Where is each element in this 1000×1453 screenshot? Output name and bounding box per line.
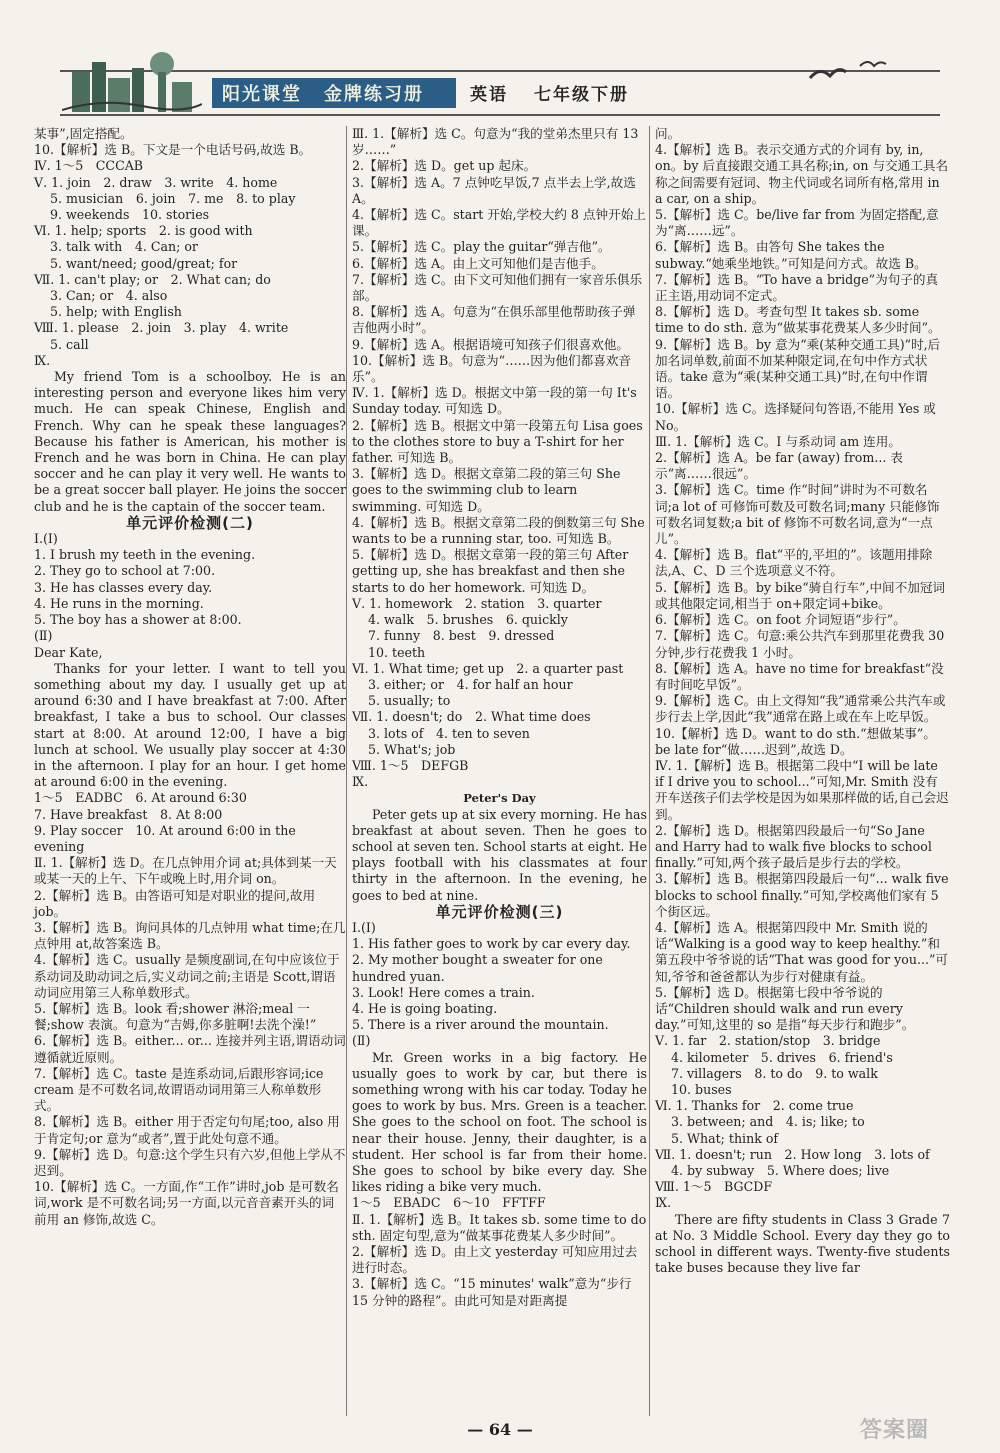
answer-line: 8.【解析】选 D。考查句型 It takes sb. some time to do sth. 意为“做某事花费某人多少时间”。 bbox=[655, 304, 941, 336]
answer-line: Ⅳ. 1.【解析】选 D。根据文中第一段的第一句 It's Sunday today. 可知选 D。 bbox=[352, 385, 637, 417]
answer-line: Ⅵ. 1. help; sports 2. is good with bbox=[34, 223, 253, 239]
answer-line: Thanks for your letter. I want to tell you something about my day. I usually get up at around 6:30 and I have breakfast at 7:00. After breakfast, I take a bus to school. Our classes start at 8:00. At around 12:00, I have a big lunch at school. We usually play soccer at 4:30 in the afternoon. I play for an hour. I get home at around 6:00 in the evening. bbox=[34, 660, 346, 790]
answer-column-1 bbox=[34, 126, 346, 1228]
answer-line: 5. musician 6. join 7. me 8. to play bbox=[50, 190, 296, 206]
answer-line: 4.【解析】选 B。flat“平的,平坦的”。该题用排除法,A、C、D 三个选项意义不符。 bbox=[655, 547, 933, 579]
answer-line: 10. buses bbox=[671, 1081, 732, 1097]
answer-line: Ⅷ. 1. please 2. join 3. play 4. write bbox=[34, 320, 289, 336]
answer-line: 5. want/need; good/great; for bbox=[50, 255, 238, 271]
answer-line: 5.【解析】选 C。be/live far from 为固定搭配,意为“离……远”。 bbox=[655, 207, 939, 239]
answer-line: 2.【解析】选 A。be far (away) from... 表示“离……很远”。 bbox=[655, 450, 903, 482]
answer-line: 9.【解析】选 B。by 意为“乘(某种交通工具)”时,后加名词单数,前面不加某种限定词,在句中作方式状语。take 意为“乘(某种交通工具)”时,在句中作谓语。 bbox=[655, 336, 941, 401]
answer-line: 9. weekends 10. stories bbox=[50, 207, 210, 223]
answer-line: 6.【解析】选 B。由答句 She takes the subway.“她乘坐地铁。”可知是问方式。故选 B。 bbox=[655, 239, 927, 271]
answer-line: 4.【解析】选 C。start 开始,学校大约 8 点钟开始上课。 bbox=[352, 207, 646, 239]
page-number: — 64 — bbox=[467, 1420, 533, 1439]
answer-line: 4. He runs in the morning. bbox=[34, 595, 204, 611]
column-divider bbox=[346, 126, 347, 1416]
answer-line: 5. What's; job bbox=[368, 741, 456, 757]
answer-line: 4. He is going boating. bbox=[352, 1000, 498, 1016]
answer-line: 1～5 EBADC 6～10 FFTFF bbox=[352, 1195, 546, 1211]
answer-line: Dear Kate, bbox=[34, 644, 103, 660]
answer-line: Ⅷ. 1～5 DEFGB bbox=[352, 757, 469, 773]
answer-line: 10.【解析】选 C。一方面,作“工作”讲时,job 是可数名词,work 是不可数名词;另一方面,以元音音素开头的词前用 an 修饰,故选 C。 bbox=[34, 1179, 339, 1227]
answer-line: 8.【解析】选 A。have no time for breakfast“没有时间吃早饭”。 bbox=[655, 660, 944, 692]
answer-line: Ⅰ.(Ⅰ) bbox=[34, 531, 58, 547]
answer-line: 5. The boy has a shower at 8:00. bbox=[34, 612, 242, 628]
header-subject bbox=[470, 80, 655, 105]
answer-line: 3. Look! Here comes a train. bbox=[352, 984, 535, 1000]
answer-line: 4. walk 5. brushes 6. quickly bbox=[368, 612, 568, 628]
answer-line: 9.【解析】选 C。由上文得知“我”通常乘公共汽车或步行去上学,因此“我”通常在路上或在车上吃早饭。 bbox=[655, 693, 946, 725]
answer-line: 2.【解析】选 D。由上文 yesterday 可知应用过去进行时态。 bbox=[352, 1244, 638, 1276]
answer-line: 5.【解析】选 D。根据第七段中爷爷说的话“Children should walk and run every day.”可知,这里的 so 是指“每天步行和跑步”。 bbox=[655, 984, 915, 1033]
answer-line: Ⅳ. 1～5 CCCAB bbox=[34, 158, 144, 174]
answer-line: 10.【解析】选 D。want to do sth.“想做某事”。be late for“做……迟到”,故选 D。 bbox=[655, 725, 936, 757]
section-heading: 单元评价检测(二) bbox=[126, 513, 254, 532]
answer-line: 4.【解析】选 B。表示交通方式的介词有 by, in, on。by 后直接跟交通工具名称;in, on 与交通工具名称之间需要有冠词、物主代词或名词所有格,常用 in a car, on a ship。 bbox=[655, 142, 949, 206]
answer-line: 4.【解析】选 A。根据第四段中 Mr. Smith 说的话“Walking is a good way to keep healthy.”和第五段中爷爷说的话“That was good for you...”可知,爷爷和爸爸都认为步行对健康有益。 bbox=[655, 919, 949, 984]
answer-line: Ⅷ. 1～5 BGCDF bbox=[655, 1179, 773, 1195]
answer-line: 5. call bbox=[50, 336, 89, 352]
answer-line: 问。 bbox=[655, 126, 681, 141]
answer-line: 2.【解析】选 D。get up 起床。 bbox=[352, 158, 537, 174]
answer-line: There are fifty students in Class 3 Grade 7 at No. 3 Middle School. Every day they go to school in different ways. Twenty-five students take buses because they live far bbox=[655, 1211, 950, 1276]
answer-line: 10.【解析】选 C。选择疑问句答语,不能用 Yes 或 No。 bbox=[655, 401, 936, 433]
answer-line: 7.【解析】选 C。句意:乘公共汽车到那里花费我 30 分钟,步行花费我 1 小时。 bbox=[655, 628, 945, 660]
answer-line: Ⅲ. 1.【解析】选 C。I 与系动词 am 连用。 bbox=[655, 433, 901, 449]
answer-line: 8.【解析】选 A。句意为“在俱乐部里他帮助孩子弹吉他两小时”。 bbox=[352, 304, 636, 336]
answer-line: Ⅸ. bbox=[34, 352, 51, 368]
answer-line: 5.【解析】选 B。look 看;shower 淋浴;meal 一餐;show 表演。句意为“吉姆,你多脏啊!去洗个澡!” bbox=[34, 1000, 317, 1033]
answer-line: Ⅴ. 1. join 2. draw 3. write 4. home bbox=[34, 174, 278, 190]
answer-line: 9. Play soccer 10. At around 6:00 in the evening bbox=[34, 822, 296, 854]
answer-line: 2. They go to school at 7:00. bbox=[34, 563, 216, 579]
answer-line: 4.【解析】选 B。根据文章第二段的倒数第三句 She wants to be a running star, too. 可知选 B。 bbox=[352, 514, 645, 547]
answer-line: 5.【解析】选 C。play the guitar“弹吉他”。 bbox=[352, 239, 611, 255]
answer-line: Ⅳ. 1.【解析】选 B。根据第二段中“I will be late if I drive you to school...”可知,Mr. Smith 没有开车送孩子们去学校是因为如果那样做的话,自己会迟到。 bbox=[655, 757, 949, 822]
answer-line: 3.【解析】选 A。7 点钟吃早饭,7 点半去上学,故选 A。 bbox=[352, 174, 636, 206]
answer-line: 4. kilometer 5. drives 6. friend's bbox=[671, 1049, 893, 1065]
answer-line: 8.【解析】选 B。either 用于否定句句尾;too, also 用于肯定句;or 意为“或者”,置于此处句意不通。 bbox=[34, 1114, 340, 1146]
section-heading: 单元评价检测(三) bbox=[435, 902, 564, 921]
answer-line: 6.【解析】选 A。由上文可知他们是吉他手。 bbox=[352, 255, 604, 271]
answer-line: 1. His father goes to work by car every day. bbox=[352, 936, 631, 952]
answer-line: Peter gets up at six every morning. He has breakfast at about seven. Then he goes to school at seven ten. School starts at eight. He plays football with his classmates at four thirty in the afternoon. In the evening, he goes to bed at nine. bbox=[352, 806, 647, 903]
answer-line: 5. usually; to bbox=[368, 693, 451, 709]
page-header bbox=[60, 70, 940, 116]
answer-line: 5. There is a river around the mountain. bbox=[352, 1017, 609, 1033]
answer-line: 3.【解析】选 B。根据第四段最后一句“... walk five blocks to school finally.”可知,学校离他们家有 5 个街区远。 bbox=[655, 871, 949, 919]
answer-line: 5.【解析】选 B。by bike“骑自行车”,中间不加冠词或其他限定词,相当于 on+限定词+bike。 bbox=[655, 579, 946, 611]
answer-line: 3.【解析】选 C。time 作“时间”讲时为不可数名词;a lot of 可修饰可数及可数名词;many 只能修饰可数名词复数;a bit of 修饰不可数名词,意为“一点儿”。 bbox=[655, 482, 940, 547]
answer-line: 4.【解析】选 C。usually 是频度副词,在句中应该位于系动词及助动词之后,实义动词之前;主语是 Scott,谓语动词应用第三人称单数形式。 bbox=[34, 952, 340, 1000]
answer-line: 7.【解析】选 C。taste 是连系动词,后跟形容词;ice cream 是不可数名词,故谓语动词用第三人称单数形式。 bbox=[34, 1065, 324, 1114]
column-divider bbox=[649, 126, 650, 1416]
answer-line: 3. either; or 4. for half an hour bbox=[368, 676, 573, 692]
answer-line: 7.【解析】选 B。“To have a bridge”为句子的真正主语,用动词不定式。 bbox=[655, 271, 939, 304]
answer-line: Ⅱ. 1.【解析】选 D。在几点钟用介词 at;具体到某一天或某一天的上午、下午或晚上时,用介词 on。 bbox=[34, 855, 337, 887]
birds-icon bbox=[800, 50, 900, 90]
answer-line: Ⅶ. 1. can't play; or 2. What can; do bbox=[34, 271, 271, 287]
header-brand bbox=[212, 78, 456, 108]
answer-line: 7. funny 8. best 9. dressed bbox=[368, 628, 555, 644]
answer-line: 3. He has classes every day. bbox=[34, 579, 213, 595]
answer-line: 1. I brush my teeth in the evening. bbox=[34, 547, 256, 563]
answer-line: Ⅸ. bbox=[352, 774, 369, 790]
answer-line: 6.【解析】选 C。on foot 介词短语“步行”。 bbox=[655, 612, 906, 628]
answer-line: 7.【解析】选 C。由下文可知他们拥有一家音乐俱乐部。 bbox=[352, 271, 643, 304]
answer-line: 5. help; with English bbox=[50, 304, 182, 320]
answer-line: Ⅰ.(Ⅰ) bbox=[352, 919, 376, 935]
answer-line: (Ⅱ) bbox=[352, 1033, 371, 1049]
answer-line: 3. lots of 4. ten to seven bbox=[368, 725, 530, 741]
answer-line: 3. Can; or 4. also bbox=[50, 288, 168, 304]
answer-column-3 bbox=[655, 126, 950, 1276]
answer-line: (Ⅱ) bbox=[34, 628, 53, 644]
answer-line: Ⅶ. 1. doesn't; do 2. What time does bbox=[352, 709, 591, 725]
answer-line: 5.【解析】选 D。根据文章第一段的第三句 After getting up, she has breakfast and then she starts to do her homework. 可知选 D。 bbox=[352, 547, 629, 595]
answer-line: 10.【解析】选 B。下文是一个电话号码,故选 B。 bbox=[34, 142, 312, 158]
answer-column-2 bbox=[352, 126, 647, 1309]
answer-line: 1～5 EADBC 6. At around 6:30 bbox=[34, 790, 247, 806]
answer-line: 2.【解析】选 B。根据文中第一段第五句 Lisa goes to the clothes store to buy a T-shirt for her father. 可知选 B。 bbox=[352, 417, 643, 466]
grade-label: 七年级下册 bbox=[534, 85, 629, 105]
answer-line: Ⅸ. bbox=[655, 1195, 672, 1211]
answer-line: 3.【解析】选 D。根据文章第二段的第三句 She goes to the swimming club to learn swimming. 可知选 D。 bbox=[352, 466, 621, 514]
answer-line: Ⅵ. 1. Thanks for 2. come true bbox=[655, 1098, 854, 1114]
answer-line: Ⅲ. 1.【解析】选 C。句意为“我的堂弟杰里只有 13 岁……” bbox=[352, 126, 639, 158]
brand-title: 阳光课堂 bbox=[222, 84, 302, 105]
answer-line: 9.【解析】选 D。句意:这个学生只有六岁,但他上学从不迟到。 bbox=[34, 1146, 346, 1178]
answer-line: Mr. Green works in a big factory. He usually goes to work by car, but there is something wrong with his car today. Today he goes to work by bus. Mrs. Green is a teacher. She goes to the school on foot. The school is near their house. Jenny, their daughter, is a student. Her school is far from their home. She goes to school by bike every day. She likes riding a bike very much. bbox=[352, 1049, 647, 1195]
watermark-logo: 答案圈 bbox=[860, 1418, 930, 1443]
answer-line: 2.【解析】选 D。根据第四段最后一句“So Jane and Harry had to walk five blocks to school finally.”可知,两个孩子最后是步行去的学校。 bbox=[655, 822, 932, 871]
answer-line: Ⅴ. 1. homework 2. station 3. quarter bbox=[352, 595, 602, 611]
answer-line: 5. What; think of bbox=[671, 1130, 779, 1146]
subject-label: 英语 bbox=[470, 85, 508, 105]
story-title: Peter's Day bbox=[463, 791, 536, 806]
answer-line: 4. by subway 5. Where does; live bbox=[671, 1163, 890, 1178]
answer-line: 10.【解析】选 B。句意为“……因为他们都喜欢音乐”。 bbox=[352, 352, 632, 385]
answer-line: 7. villagers 8. to do 9. to walk bbox=[671, 1065, 878, 1081]
answer-line: 7. Have breakfast 8. At 8:00 bbox=[34, 806, 223, 822]
answer-line: 3. talk with 4. Can; or bbox=[50, 239, 198, 255]
answer-line: Ⅴ. 1. far 2. station/stop 3. bridge bbox=[655, 1033, 881, 1049]
answer-line: 9.【解析】选 A。根据语境可知孩子们很喜欢他。 bbox=[352, 336, 629, 352]
answer-line: Ⅱ. 1.【解析】选 B。It takes sb. some time to do sth. 固定句型,意为“做某事花费某人多少时间”。 bbox=[352, 1211, 647, 1243]
answer-line: 3.【解析】选 C。“15 minutes' walk”意为“步行 15 分钟的路程”。由此可知是对距离提 bbox=[352, 1276, 632, 1308]
answer-line: My friend Tom is a schoolboy. He is an interesting person and everyone likes him very much. He can speak Chinese, English and French. Why can he speak these languages? Because his father is American, his mother is French and he was born in China. He can play soccer and he can play it very well. He wants to be a great soccer ball player. He joins the soccer club and he is the captain of the soccer team. bbox=[34, 369, 346, 514]
book-title: 金牌练习册 bbox=[324, 84, 424, 105]
answer-line: 6.【解析】选 B。either... or... 连接并列主语,谓语动词遵循就近原则。 bbox=[34, 1033, 346, 1065]
answer-line: 10. teeth bbox=[368, 644, 426, 660]
answer-line: 3.【解析】选 B。询问具体的几点钟用 what time;在几点钟用 at,故答案选 B。 bbox=[34, 919, 346, 952]
answer-line: Ⅵ. 1. What time; get up 2. a quarter past bbox=[352, 660, 624, 676]
city-logo-icon bbox=[62, 42, 202, 112]
answer-line: Ⅶ. 1. doesn't; run 2. How long 3. lots of bbox=[655, 1146, 930, 1162]
answer-line: 3. between; and 4. is; like; to bbox=[671, 1114, 865, 1130]
answer-line: 2. My mother bought a sweater for one hundred yuan. bbox=[352, 952, 603, 984]
answer-line: 2.【解析】选 B。由答语可知是对职业的提问,故用 job。 bbox=[34, 887, 316, 919]
answer-line: 某事”,固定搭配。 bbox=[34, 126, 133, 141]
